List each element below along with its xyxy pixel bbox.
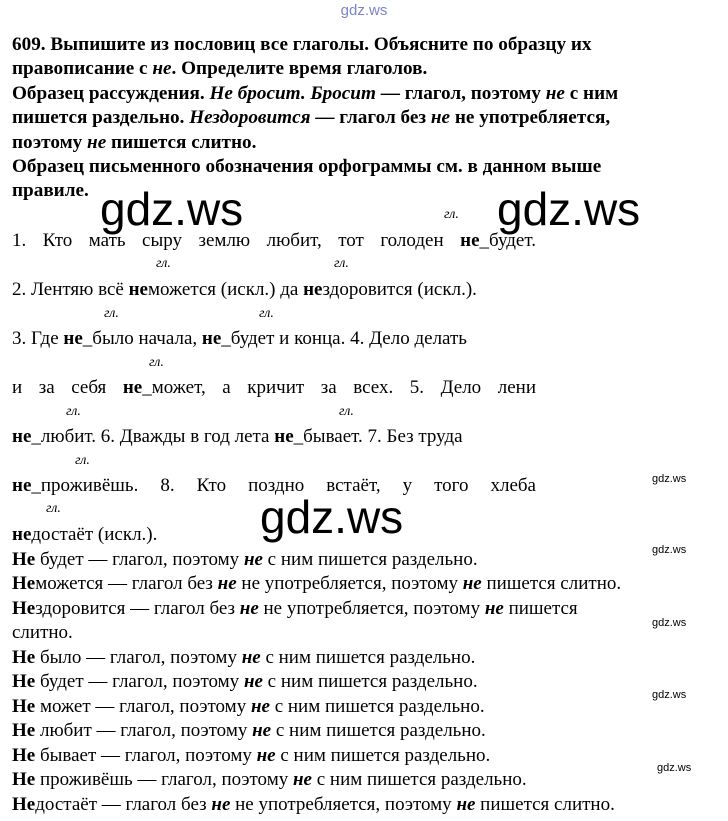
task-line-7: правиле.: [12, 180, 89, 201]
watermark-small-5: gdz.ws: [657, 762, 692, 774]
answer-line: Неможется — глагол без не не употребляется, поэтому не пишется слитно.: [12, 573, 622, 594]
proverb-line-6: не_проживёшь. 8. Кто поздно встаёт, у того хлеба: [12, 475, 536, 496]
verb-mark: гл.: [104, 306, 119, 321]
verb-mark: гл.: [259, 306, 274, 321]
task-line-2: правописание с не. Определите время глаголов.: [12, 58, 428, 79]
task-line-1: 609. Выпишите из пословиц все глаголы. Объясните по образцу их: [12, 34, 592, 55]
verb-mark: гл.: [46, 501, 61, 516]
answer-line: Не было — глагол, поэтому не с ним пишется раздельно.: [12, 647, 476, 668]
proverb-line-5: не_любит. 6. Дважды в год лета не_бывает. 7. Без труда: [12, 426, 463, 447]
answer-line: слитно.: [12, 622, 73, 643]
verb-mark: гл.: [149, 355, 164, 370]
answer-line: Не бывает — глагол, поэтому не с ним пишется раздельно.: [12, 745, 491, 766]
verb-mark: гл.: [66, 404, 81, 419]
verb-mark: гл.: [334, 256, 349, 271]
answer-line: Не проживёшь — глагол, поэтому не с ним пишется раздельно.: [12, 769, 527, 790]
task-line-3: Образец рассуждения. Не бросит. Бросит — глагол, поэтому не с ним: [12, 83, 619, 104]
answer-line: Не будет — глагол, поэтому не с ним пишется раздельно.: [12, 549, 478, 570]
watermark-small-4: gdz.ws: [652, 689, 687, 701]
proverb-line-1: 1. Кто мать сыру землю любит, тот голоден не_будет.: [12, 230, 536, 251]
task-line-5: поэтому не пишется слитно.: [12, 132, 257, 153]
proverb-line-7: недостаёт (искл.).: [12, 524, 158, 545]
verb-mark: гл.: [75, 453, 90, 468]
verb-mark: гл.: [156, 256, 171, 271]
task-line-4: пишется раздельно. Нездоровится — глагол без не не употребляется,: [12, 107, 611, 128]
proverb-line-4: и за себя не_может, а кричит за всех. 5. Дело лени: [12, 377, 536, 398]
watermark-small-3: gdz.ws: [652, 617, 687, 629]
proverb-line-3: 3. Где не_было начала, не_будет и конца. 4. Дело делать: [12, 328, 467, 349]
watermark-small-1: gdz.ws: [652, 473, 687, 485]
answer-line: Не любит — глагол, поэтому не с ним пишется раздельно.: [12, 720, 486, 741]
verb-mark: гл.: [339, 404, 354, 419]
watermark-top: gdz.ws: [340, 2, 388, 19]
watermark-big-right: gdz.ws: [497, 183, 641, 235]
watermark-big-center: gdz.ws: [260, 491, 404, 543]
watermark-small-2: gdz.ws: [652, 544, 687, 556]
task-line-6: Образец письменного обозначения орфограммы см. в данном выше: [12, 156, 602, 177]
answer-line: Не может — глагол, поэтому не с ним пишется раздельно.: [12, 696, 485, 717]
answer-line: Не будет — глагол, поэтому не с ним пишется раздельно.: [12, 671, 478, 692]
answer-line: Нездоровится — глагол без не не употребляется, поэтому не пишется: [12, 598, 578, 619]
watermark-big-left: gdz.ws: [100, 183, 244, 235]
proverb-line-2: 2. Лентяю всё неможется (искл.) да нездоровится (искл.).: [12, 279, 477, 300]
verb-mark: гл.: [444, 207, 459, 222]
answer-line: Недостаёт — глагол без не не употребляется, поэтому не пишется слитно.: [12, 794, 615, 815]
